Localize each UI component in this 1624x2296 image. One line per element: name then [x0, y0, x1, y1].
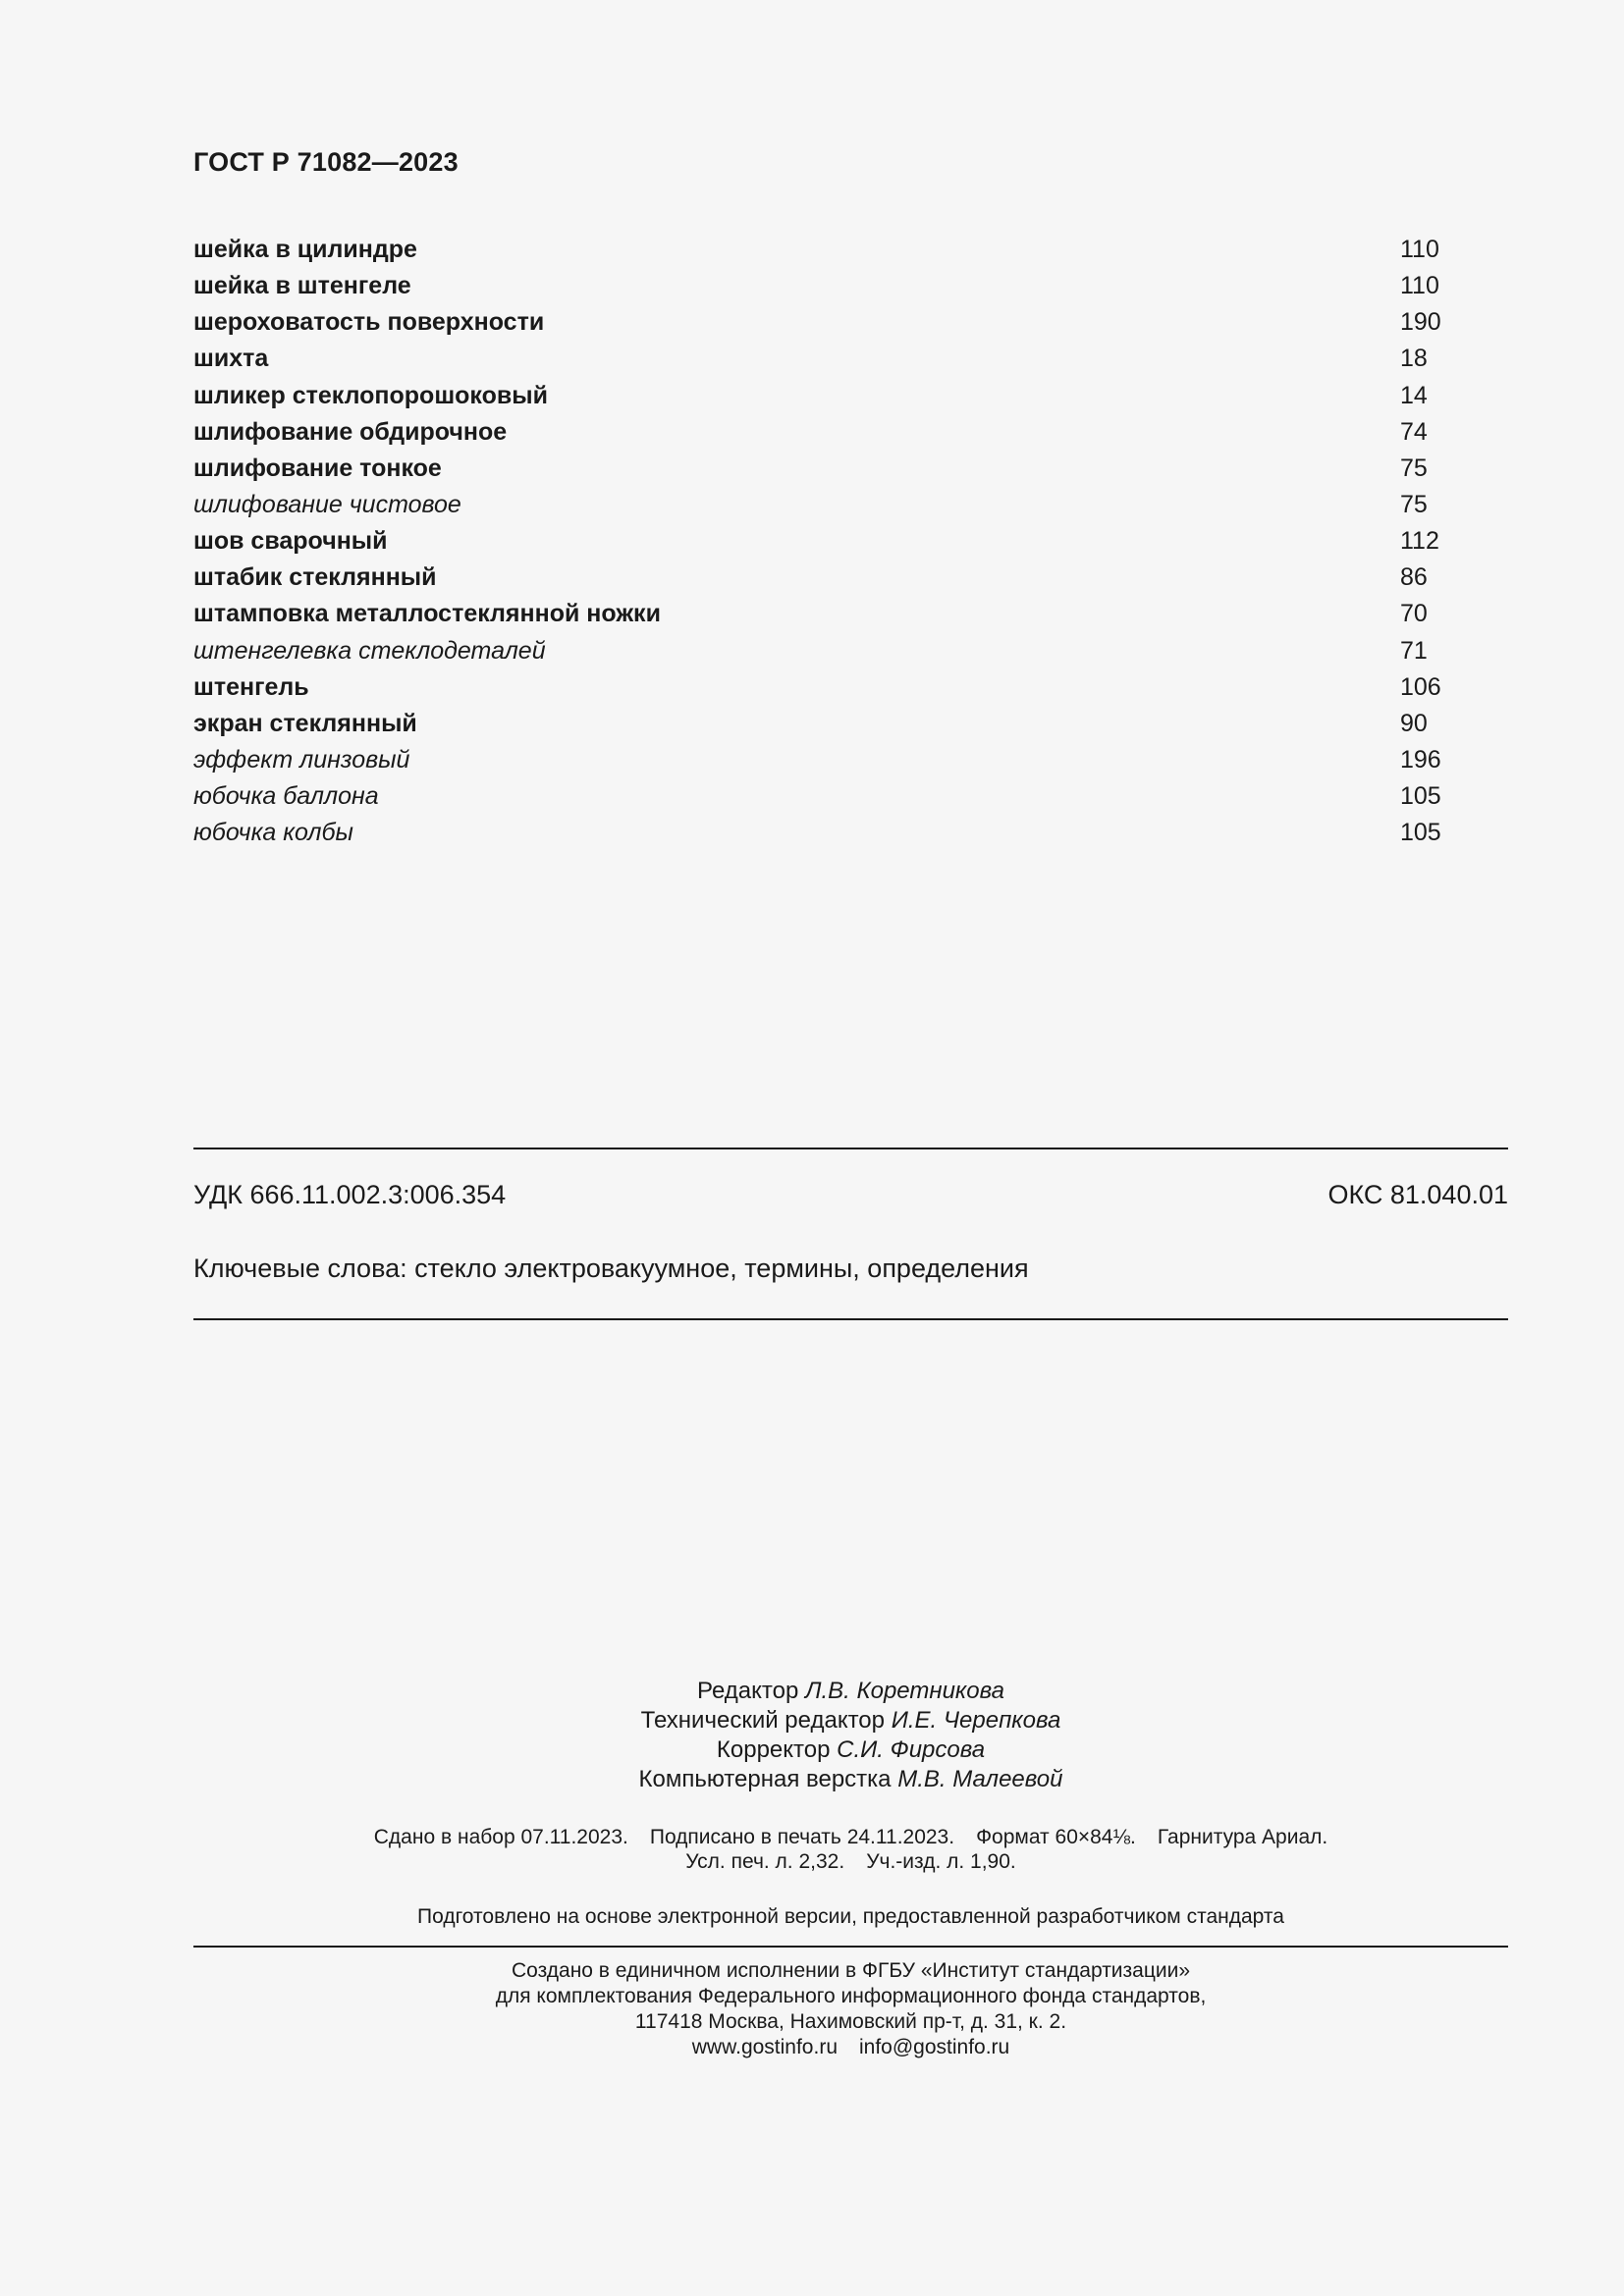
- index-page-number: 105: [1400, 819, 1441, 847]
- index-term: шихта: [193, 345, 269, 373]
- publisher-sheets: Уч.-изд. л. 1,90.: [866, 1850, 1016, 1873]
- index-term: штамповка металлостеклянной ножки: [193, 600, 661, 628]
- index-row: [193, 523, 1440, 560]
- divider-middle: [193, 1318, 1508, 1320]
- udk-code: УДК 666.11.002.3:006.354: [193, 1180, 507, 1209]
- index-term: штенгелевка стеклодеталей: [193, 636, 546, 665]
- keywords-line: Ключевые слова: стекло электровакуумное, термины, определения: [193, 1254, 1029, 1283]
- credit-name: М.В. Малеевой: [897, 1766, 1063, 1792]
- index-page-number: 112: [1400, 527, 1439, 556]
- document-title: ГОСТ Р 71082—2023: [193, 147, 459, 177]
- signed-date: Подписано в печать 24.11.2023.: [649, 1826, 955, 1848]
- index-term: шейка в цилиндре: [193, 236, 417, 263]
- website-link[interactable]: www.gostinfo.ru: [691, 2036, 838, 2058]
- publisher-contacts: [0, 2035, 1624, 2060]
- index-term: шлифование тонкое: [193, 454, 442, 482]
- index-page-number: 75: [1400, 490, 1428, 518]
- index-row: [193, 451, 1440, 487]
- divider-top: [193, 1148, 1508, 1149]
- credit-role: Редактор: [697, 1678, 799, 1704]
- index-page-number: 14: [1400, 381, 1428, 409]
- print-sheets: Усл. печ. л. 2,32.: [685, 1850, 845, 1873]
- credit-name: С.И. Фирсова: [837, 1736, 986, 1763]
- credit-line: [0, 1735, 1624, 1765]
- index-term: шлифование обдирочное: [193, 417, 508, 446]
- index-row: [193, 815, 1440, 851]
- index-row: [193, 706, 1440, 742]
- index-term: шов сварочный: [193, 527, 388, 556]
- index-term: экран стеклянный: [193, 709, 417, 737]
- index-page-number: 86: [1400, 563, 1428, 592]
- index-row: [193, 669, 1440, 706]
- credit-line: [0, 1765, 1624, 1794]
- index-row: [193, 560, 1440, 596]
- index-term: шейка в штенгеле: [193, 272, 411, 300]
- index-row: [193, 341, 1440, 377]
- oks-code: ОКС 81.040.01: [1327, 1180, 1508, 1209]
- index-row: [193, 742, 1440, 778]
- index-page-number: 74: [1400, 417, 1428, 446]
- index-page-number: 110: [1400, 272, 1439, 300]
- index-term: штабик стеклянный: [193, 563, 437, 592]
- index-page-number: 110: [1400, 236, 1439, 263]
- publisher-info: [0, 1958, 1624, 2060]
- divider-bottom: [193, 1946, 1508, 1948]
- index-term: шлифование чистовое: [193, 490, 461, 518]
- print-info-line: [0, 1825, 1624, 1849]
- index-page-number: 106: [1400, 672, 1441, 701]
- index-term: юбочка колбы: [193, 819, 353, 847]
- index-term: штенгель: [193, 672, 309, 701]
- index-row: [193, 232, 1440, 268]
- index-row: [193, 268, 1440, 304]
- index-term: шероховатость поверхности: [193, 308, 545, 337]
- publisher-line: Создано в единичном исполнении в ФГБУ «Институт стандартизации»: [511, 1959, 1191, 1982]
- index-page-number: 105: [1400, 782, 1441, 811]
- submitted-date: Сдано в набор 07.11.2023.: [373, 1826, 628, 1848]
- print-info: [0, 1825, 1624, 1874]
- email-link[interactable]: info@gostinfo.ru: [859, 2036, 1010, 2058]
- editorial-credits: [0, 1677, 1624, 1794]
- publisher-address: 117418 Москва, Нахимовский пр-т, д. 31, к. 2.: [634, 2010, 1067, 2033]
- print-info-line: [0, 1849, 1624, 1874]
- index-row: [193, 778, 1440, 815]
- paper-format: Формат 60×84⅛.: [976, 1826, 1136, 1848]
- credit-role: Технический редактор: [640, 1707, 886, 1734]
- term-index: [193, 232, 1440, 851]
- credit-name: И.Е. Черепкова: [891, 1707, 1061, 1734]
- publisher-line: для комплектования Федерального информационного фонда стандартов,: [495, 1985, 1207, 2007]
- index-row: [193, 304, 1440, 341]
- index-page-number: 70: [1400, 600, 1428, 628]
- index-term: эффект линзовый: [193, 745, 410, 774]
- index-page-number: 18: [1400, 345, 1428, 373]
- index-row: [193, 378, 1440, 414]
- index-page-number: 71: [1400, 636, 1428, 665]
- typeface: Гарнитура Ариал.: [1157, 1826, 1328, 1848]
- index-term: шликер стеклопорошоковый: [193, 381, 548, 409]
- index-row: [193, 596, 1440, 632]
- credit-line: [0, 1706, 1624, 1735]
- credit-role: Корректор: [716, 1736, 831, 1763]
- index-term: юбочка баллона: [193, 782, 379, 811]
- credit-name: Л.В. Коретникова: [805, 1678, 1004, 1704]
- prepared-note: Подготовлено на основе электронной версии, предоставленной разработчиком стандарта: [417, 1905, 1284, 1928]
- index-row: [193, 414, 1440, 451]
- index-page-number: 75: [1400, 454, 1428, 482]
- index-page-number: 196: [1400, 745, 1441, 774]
- index-row: [193, 487, 1440, 523]
- index-page-number: 190: [1400, 308, 1441, 337]
- credit-line: [0, 1677, 1624, 1706]
- index-page-number: 90: [1400, 709, 1428, 737]
- credit-role: Компьютерная верстка: [638, 1766, 892, 1792]
- index-row: [193, 633, 1440, 669]
